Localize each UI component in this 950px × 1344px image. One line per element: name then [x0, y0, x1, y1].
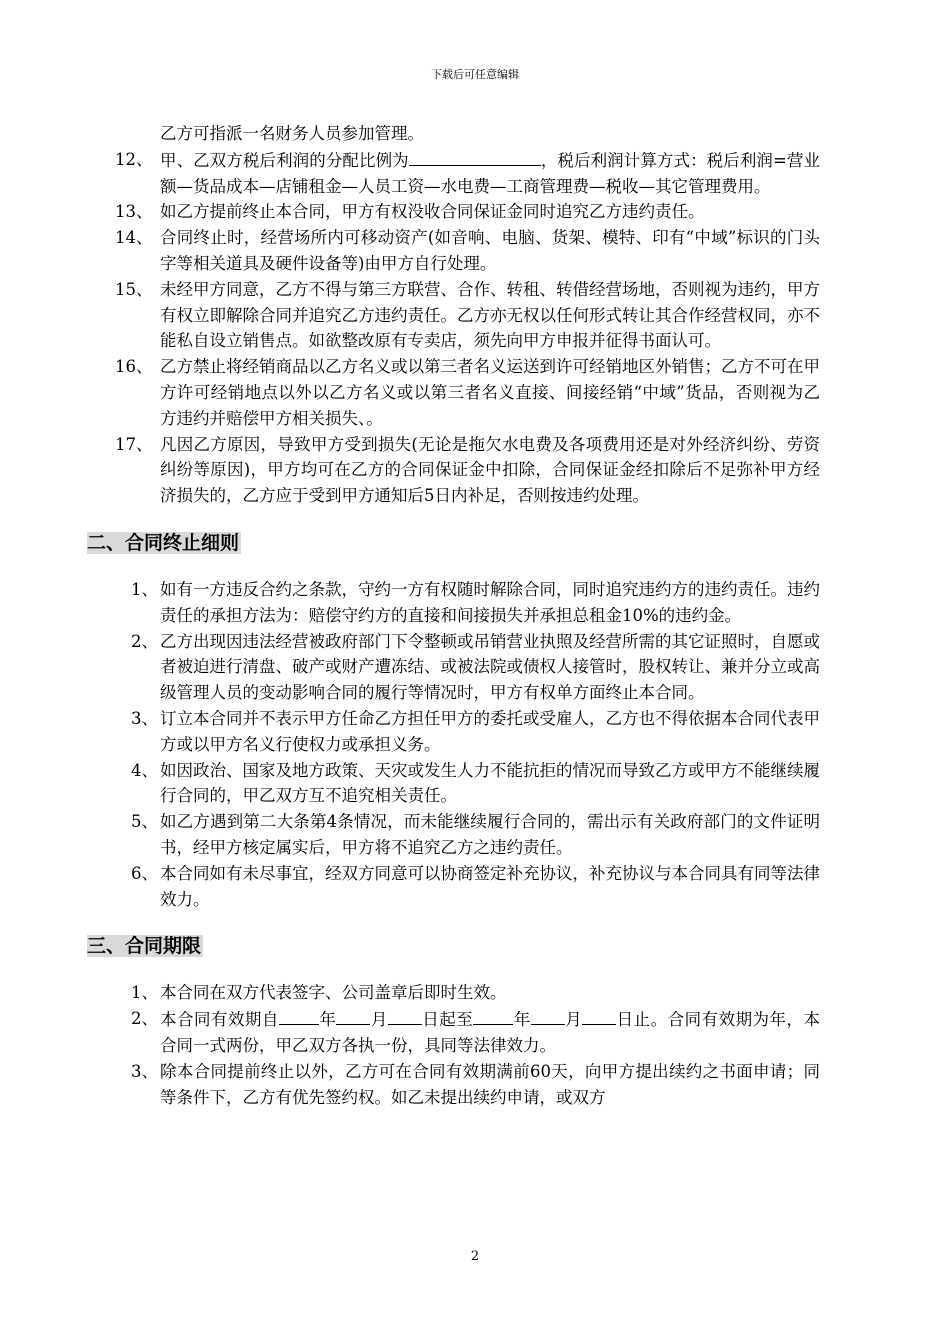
term-clause-1: 1、 本合同在双方代表签字、公司盖章后即时生效。: [131, 983, 507, 1003]
term-clause-3: 3、 除本合同提前终止以外，乙方可在合同有效期满前60天，向甲方提出续约之书面申请；同等条件下，乙方有优先签约权。如乙未提出续约申请，或双方: [131, 1061, 820, 1107]
clause-16: 16、 乙方禁止将经销商品以乙方名义或以第三者名义运送到许可经销地区外销售；乙方不可在甲方许可经销地点以外以乙方名义或以第三者名义直接、间接经销“中域”货品，否则视为乙方违约并赔偿甲方相关损失、。: [115, 357, 820, 428]
termination-clause-5: 5、 如乙方遇到第二大条第4条情况，而未能继续履行合同的，需出示有关政府部门的文件证明书，经甲方核定属实后，甲方将不追究乙方之违约责任。: [131, 812, 820, 857]
end-day-blank: [582, 1006, 616, 1025]
clause-13: 13、 如乙方提前终止本合同，甲方有权没收合同保证金同时追究乙方违约责任。: [115, 202, 705, 222]
clause-14: 14、 合同终止时，经营场所内可移动资产(如音响、电脑、货架、模特、印有“中域”标识的门头字等相关道具及硬件设备等)由甲方自行处理。: [115, 228, 820, 273]
profit-ratio-blank: [409, 147, 541, 166]
section-heading-term: 三、合同期限: [87, 935, 202, 958]
document-body: [0, 121, 950, 1110]
clause-17: 17、 凡因乙方原因，导致甲方受到损失(无论是拖欠水电费及各项费用还是对外经济纠纷、劳资纠纷等原因)，甲方均可在乙方的合同保证金中扣除，合同保证金经扣除后不足弥补甲方经济损失的，乙方应于受到甲方通知后5日内补足，否则按违约处理。: [115, 434, 820, 506]
end-year-blank: [473, 1006, 513, 1025]
termination-clause-2: 2、 乙方出现因违法经营被政府部门下令整顿或吊销营业执照及经营所需的其它证照时，自愿或者被迫进行清盘、破产或财产遭冻结、或被法院或债权人接管时，股权转让、兼并分立或高级管理人员的变动影响合同的履行等情况时，甲方有权单方面终止本合同。: [131, 631, 820, 703]
start-year-blank: [279, 1006, 319, 1025]
page-header-note: 下载后可任意编辑: [431, 68, 519, 81]
termination-clause-3: 3、 订立本合同并不表示甲方任命乙方担任甲方的委托或受雇人，乙方也不得依据本合同代表甲方或以甲方名义行使权力或承担义务。: [131, 708, 820, 754]
end-month-blank: [531, 1006, 565, 1025]
start-month-blank: [336, 1006, 370, 1025]
section-heading-termination: 二、合同终止细则: [87, 531, 240, 554]
page-number: 2: [470, 1249, 480, 1264]
paragraph-continuation: 乙方可指派一名财务人员参加管理。: [160, 124, 424, 143]
termination-clause-4: 4、 如因政治、国家及地方政策、天灾或发生人力不能抗拒的情况而导致乙方或甲方不能继续履行合同的，甲乙双方互不追究相关责任。: [131, 760, 820, 806]
term-clause-2: 2、 本合同有效期自 年 月 日起至 年 月 日止。合同有效期为年，本合同一式两份，甲乙双方各执一份，具同等法律效力。: [0, 1006, 820, 1059]
clause-15: 15、 未经甲方同意，乙方不得与第三方联营、合作、转租、转借经营场地，否则视为违约，甲方有权立即解除合同并追究乙方违约责任。乙方亦无权以任何形式转让其合作经营权同，亦不能私自设立销售点。如欲整改原有专卖店，须先向甲方申报并征得书面认可。: [115, 279, 820, 351]
start-day-blank: [388, 1006, 422, 1025]
clause-12: 12、 甲、乙双方税后利润的分配比例为 ，税后利润计算方式：税后利润=营业额—货品成本—店铺租金—人员工资—水电费—工商管理费—税收—其它管理费用。: [0, 147, 820, 200]
termination-clause-1: 1、 如有一方违反合约之条款，守约一方有权随时解除合同，同时追究违约方的违约责任。违约责任的承担方法为：赔偿守约方的直接和间接损失并承担总租金10%的违约金。: [131, 579, 820, 625]
termination-clause-6: 6、 本合同如有未尽事宜，经双方同意可以协商签定补充协议，补充协议与本合同具有同等法律效力。: [131, 863, 820, 909]
